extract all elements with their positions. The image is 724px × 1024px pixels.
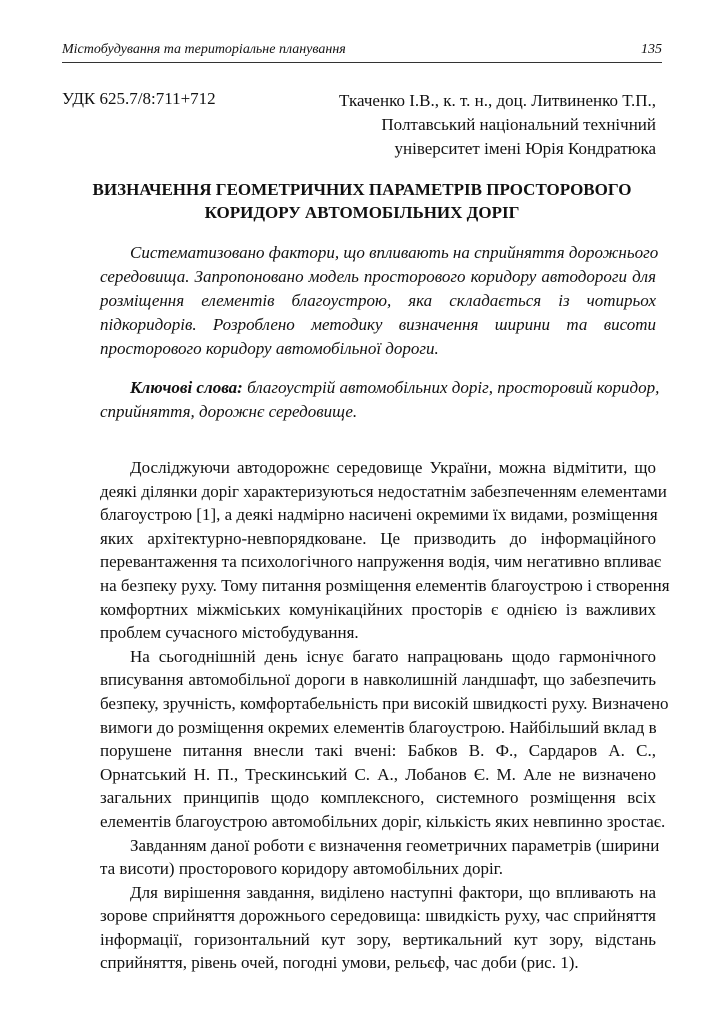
text-line: Систематизовано фактори, що впливають на сприйняття дорожнього [130, 243, 659, 262]
paragraph [100, 834, 660, 881]
text-line: Для вирішення завдання, виділено наступні фактори, що впливають на [130, 882, 656, 902]
text-line: комфортних міжміських комунікаційних просторів є однією із важливих [100, 599, 656, 619]
text-line: сприйняття, рівень очей, погодні умови, рельєф, час доби (рис. 1). [100, 953, 579, 973]
text-line: вимоги до розміщення окремих елементів благоустрою. Найбільший вклад в [100, 717, 657, 737]
text-line: інформації, горизонтальний кут зору, вертикальний кут зору, відстань [100, 929, 656, 949]
text-line: На сьогоднішній день існує багато напрацювань щодо гармонічного [130, 646, 656, 666]
authors: Ткаченко І.В., к. т. н., доц. Литвиненко Т.П., [339, 91, 656, 110]
journal-title: Містобудування та територіальне планування [62, 42, 346, 57]
text-line: просторового коридору автомобільної дороги. [100, 339, 439, 358]
authors-affiliation [339, 89, 656, 161]
text-line: зорове сприйняття дорожнього середовища: швидкість руху, час сприйняття [100, 906, 656, 926]
text-line: вписування автомобільної дороги в навколишній ландшафт, що забезпечить [100, 670, 656, 690]
text-line: на безпеку руху. Тому питання розміщення елементів благоустрою і створення [100, 575, 670, 595]
text-line: Завданням даної роботи є визначення геометричних параметрів (ширини [130, 835, 660, 855]
text-line: безпеку, зручність, комфортабельність при високій швидкості руху. Визначено [100, 693, 669, 713]
title-line-2: КОРИДОРУ АВТОМОБІЛЬНИХ ДОРІГ [204, 203, 520, 222]
text-line: перевантаження та психологічного напруження водія, чим негативно впливає [100, 552, 662, 572]
keywords-line-1 [100, 376, 660, 400]
text-line: та висоти) просторового коридору автомобільних доріг. [100, 859, 503, 879]
keywords-text-1: благоустрій автомобільних доріг, просторовий коридор, [242, 378, 660, 397]
article-title [62, 178, 662, 224]
keywords [100, 376, 660, 424]
text-line: яких архітектурно-невпорядковане. Це призводить до інформаційного [100, 528, 656, 548]
page-number: 135 [641, 42, 662, 57]
text-line: деякі ділянки доріг характеризуються недостатнім забезпеченням елементами [100, 481, 667, 501]
text-line: загальних принципів щодо комплексного, системного розміщення всіх [100, 788, 656, 808]
text-line: розміщення елементів благоустрою, яка складається із чотирьох [100, 291, 656, 310]
text-line: елементів благоустрою автомобільних доріг, кількість яких невпинно зростає. [100, 811, 666, 831]
text-line: Досліджуючи автодорожнє середовище України, можна відмітити, що [130, 458, 656, 477]
affiliation-line-2: університет імені Юрія Кондратюка [394, 139, 656, 158]
paragraph [100, 456, 670, 645]
udk-code: УДК 625.7/8:711+712 [62, 89, 216, 108]
paragraph [100, 881, 656, 975]
affiliation-line-1: Полтавський національний технічний [381, 115, 656, 134]
keywords-line-2: сприйняття, дорожнє середовище. [100, 402, 358, 421]
paragraph [100, 645, 669, 834]
abstract [100, 241, 659, 361]
body-text [100, 456, 670, 975]
title-line-1: ВИЗНАЧЕННЯ ГЕОМЕТРИЧНИХ ПАРАМЕТРІВ ПРОСТОРОВОГО [92, 180, 632, 199]
text-line: порушене питання внесли такі вчені: Бабков В. Ф., Сардаров А. С., [100, 741, 656, 761]
text-line: Орнатський Н. П., Трескинський С. А., Лобанов Є. М. Але не визначено [100, 764, 656, 784]
text-line: проблем сучасного містобудування. [100, 623, 359, 643]
running-header [62, 38, 662, 63]
text-line: підкоридорів. Розроблено методику визначення ширини та висоти [100, 315, 656, 334]
keywords-label: Ключові слова: [130, 378, 243, 397]
text-line: середовища. Запропоновано модель просторового коридору автодороги для [100, 267, 656, 286]
text-line: благоустрою [1], а деякі надмірно насичені окремими їх видами, розміщення [100, 505, 658, 525]
